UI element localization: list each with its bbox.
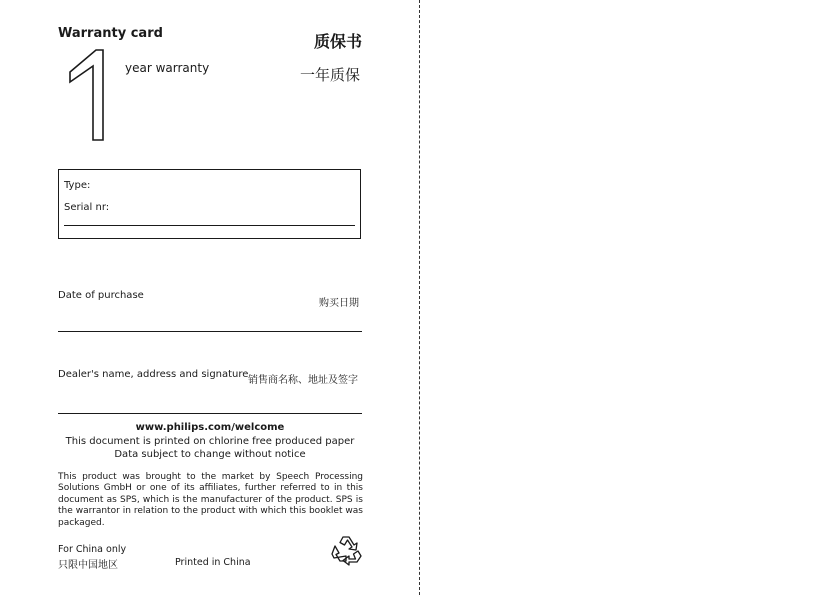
dealer-info-label-cn: 销售商名称、地址及签字 [248,375,358,386]
china-only-label: For China only [58,544,127,555]
website-link[interactable]: www.philips.com/welcome [135,422,285,433]
legal-paragraph: This product was brought to the market by Speech Processing Solutions GmbH or one of its affiliates, further referred to in this document as SPS, which is the manufacturer of the product. SPS is the warrantor in relation to the product with which this booklet was packaged. [58,472,363,528]
year-warranty-label: year warranty [125,61,210,75]
china-only-label-cn: 只限中国地区 [58,560,118,571]
serial-number-line[interactable] [64,225,355,226]
dealer-info-line[interactable] [58,413,362,414]
dealer-info-label: Dealer's name, address and signature [58,369,249,380]
change-note: Data subject to change without notice [114,449,306,460]
one-year-digit [62,48,112,144]
serial-number-label: Serial nr: [64,202,110,213]
fold-line [419,0,420,595]
date-of-purchase-line[interactable] [58,331,362,332]
paper-note: This document is printed on chlorine free produced paper [65,436,355,447]
warranty-card-title-cn: 质保书 [314,32,363,51]
year-warranty-label-cn: 一年质保 [300,66,361,84]
printed-in-label: Printed in China [175,557,251,568]
type-label: Type: [64,180,91,191]
recycle-icon [329,533,363,567]
warranty-card-title: Warranty card [58,26,163,41]
date-of-purchase-label: Date of purchase [58,290,144,301]
date-of-purchase-label-cn: 购买日期 [319,298,359,309]
